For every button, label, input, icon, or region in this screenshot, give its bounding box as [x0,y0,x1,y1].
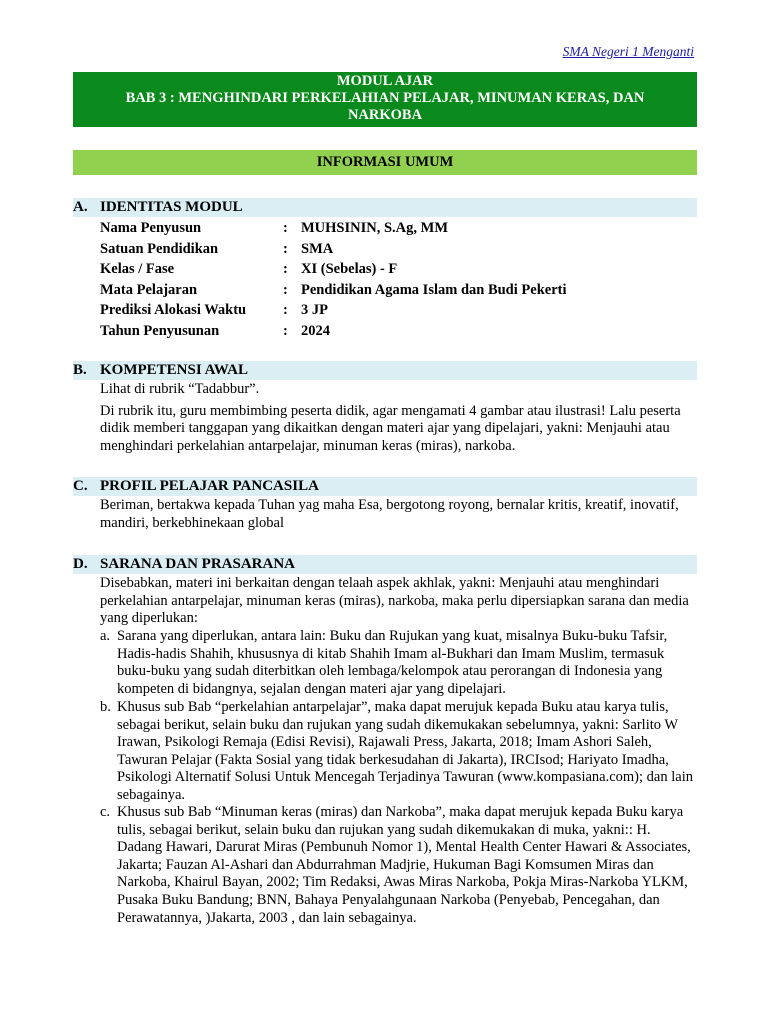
identity-label: Mata Pelajaran [100,281,198,298]
identity-colon: : [283,322,288,339]
identity-colon: : [283,261,288,277]
section-letter: C. [73,478,88,494]
general-info-heading: INFORMASI UMUM [73,150,697,175]
identity-row [100,321,697,341]
identity-row [100,280,697,300]
section-letter: D. [73,556,88,572]
identity-row [100,218,697,238]
paragraph: Beriman, bertakwa kepada Tuhan yag maha Esa, bergotong royong, bernalar kritis, kreatif, inovatif, mandiri, berkebhinekaan global [100,497,679,531]
identity-colon: : [283,281,288,298]
identity-label: Tahun Penyusunan [100,322,220,339]
banner-line-1: MODUL AJAR [336,73,434,89]
identity-value: 3 JP [301,302,328,318]
section-b-heading [73,361,697,380]
section-c-heading [73,477,697,496]
list-marker: b. [100,699,111,715]
identity-label: Prediksi Alokasi Waktu [100,302,247,318]
identity-row [100,300,697,320]
facilities-intro-text [100,575,697,628]
list-item [100,628,697,698]
identity-label: Satuan Pendidikan [100,240,219,257]
section-d-heading [73,555,697,574]
section-letter: A. [73,199,88,215]
school-name-link[interactable]: SMA Negeri 1 Menganti [562,44,694,59]
identity-row [100,239,697,259]
paragraph: Lihat di rubrik “Tadabbur”. [100,381,260,397]
identity-row [100,259,697,279]
list-item-text: Khusus sub Bab “perkelahian antarpelajar”, maka dapat merujuk kepada Buku atau karya tulis, sebagai berikut, selain buku dan rujukan yang sudah dikemukakan sebelumnya, yakni: Sarlito W Irawan, Psikologi Remaja (Edisi Revisi), Rajawali Press, Jakarta, 2018; Imam Ashori Saleh, Tawuran Pelajar (Fakta Sosial yang tidak berkesudahan di Jakarta), IRCIsod; Hariyato Imadha, Psikologi Alternatif Solusi Untuk Mencegah Terjadinya Tawuran (www.kompasiana.com); dan lain sebagainya. [117,699,693,803]
banner-line-2: BAB 3 : MENGHINDARI PERKELAHIAN PELAJAR, MINUMAN KERAS, DAN [125,90,645,106]
identity-value: Pendidikan Agama Islam dan Budi Pekerti [301,281,567,298]
list-item-text: Khusus sub Bab “Minuman keras (miras) dan Narkoba”, maka dapat merujuk kepada Buku karya tulis, sebagai berikut, selain buku dan rujukan yang sudah dikemukakan di muka, yakni:: H. Dadang Hawari, Darurat Miras (Pembunuh Nomor 1), Mental Health Center Hawari & Associates, Jakarta; Fauzan Al-Ashari dan Abdurrahman Madjrie, Hukuman Bagi Komsumen Miras dan Narkoba, Khairul Bayan, 2002; Tim Redaksi, Awas Miras Narkoba, Pokja Miras-Narkoba YLKM, Pusaka Buku Bandung; BNN, Bahaya Penyalahgunaan Narkoba (Penyebab, Pencegahan, dan Perawatannya, )Jakarta, 2003 , dan lain sebagainya. [117,804,691,926]
identity-label: Nama Penyusun [100,220,202,236]
section-letter: B. [73,362,87,378]
section-title: PROFIL PELAJAR PANCASILA [100,478,319,494]
identity-value: SMA [301,240,334,257]
paragraph: Disebabkan, materi ini berkaitan dengan telaah aspek akhlak, yakni: Menjauhi atau menghindari perkelahian antarpelajar, minuman keras (miras), narkoba, maka perlu dipersiapkan sarana dan media yang diperlukan: [100,575,689,626]
identity-value: 2024 [301,322,330,339]
list-marker: a. [100,628,111,644]
list-item [100,804,697,927]
identity-colon: : [283,302,288,318]
paragraph: Di rubrik itu, guru membimbing peserta didik, agar mengamati 4 gambar atau ilustrasi! Lalu peserta didik memberi tanggapan yang dikaitkan dengan materi ajar yang dipelajari, yakni: Menjauhi atau menghindari perkelahian antarpelajar, minuman keras (miras), narkoba. [100,402,681,454]
initial-competence-text [100,381,697,455]
list-item [100,699,697,805]
section-title: IDENTITAS MODUL [100,199,243,215]
section-title: KOMPETENSI AWAL [100,362,248,378]
pancasila-profile-text [100,497,697,532]
identity-value: MUHSININ, S.Ag, MM [301,220,449,236]
identity-colon: : [283,240,288,257]
module-title-banner [73,72,697,127]
identity-label: Kelas / Fase [100,261,175,277]
banner-line-3: NARKOBA [347,107,423,123]
section-a-heading [73,198,697,217]
identity-colon: : [283,220,288,236]
identity-value: XI (Sebelas) - F [301,261,398,277]
list-marker: c. [100,804,111,820]
list-item-text: Sarana yang diperlukan, antara lain: Buku dan Rujukan yang kuat, misalnya Buku-buku Tafsir, Hadis-hadis Shahih, khususnya di kitab Shahih Imam al-Bukhari dan Imam Muslim, termasuk buku-buku yang sudah diterbitkan oleh lembaga/kelompok atau perorangan di Indonesia yang kompeten di bidangnya, sejalan dengan materi ajar yang dipelajari. [117,628,668,697]
section-title: SARANA DAN PRASARANA [100,556,296,572]
